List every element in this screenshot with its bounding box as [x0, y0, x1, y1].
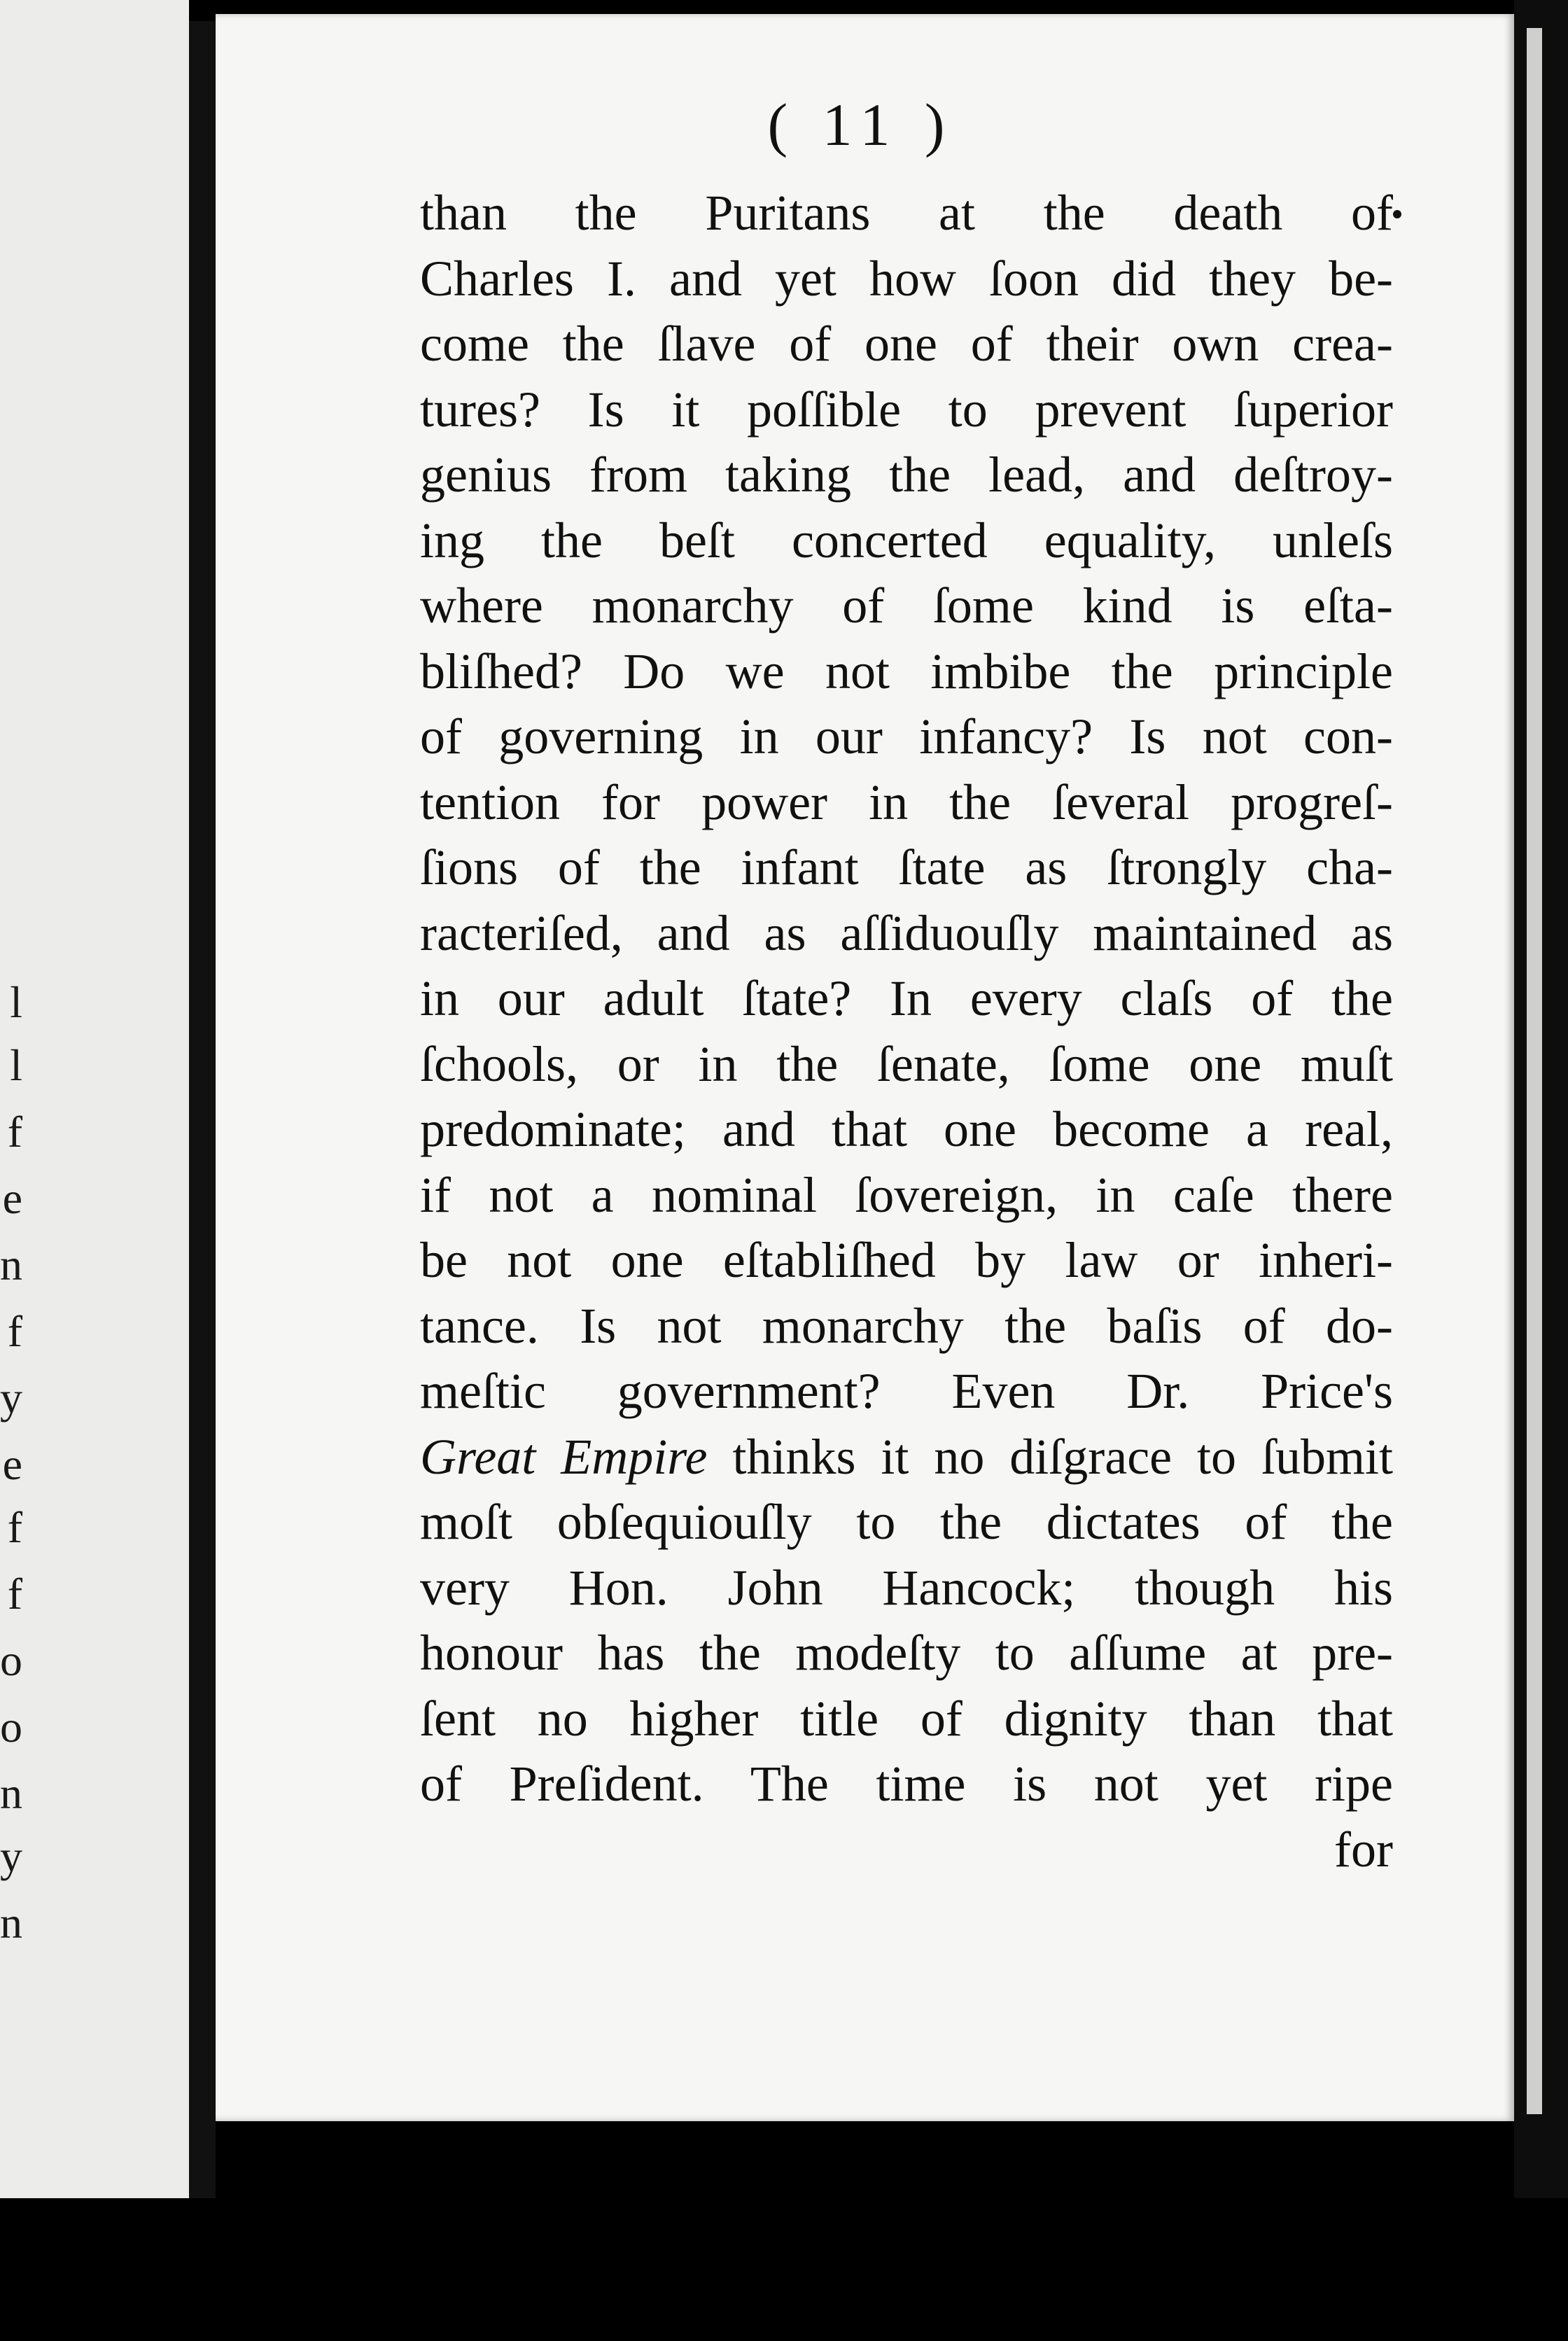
text-line: racteriſed, and as aſſiduouſly maintained as: [420, 904, 1393, 961]
text-line: ſions of the infant ſtate as ſtrongly cha-: [420, 839, 1393, 895]
margin-fragment: f: [7, 1502, 22, 1552]
text-line: where monarchy of ſome kind is eſta-: [420, 578, 1393, 634]
text-line: be not one eſtabliſhed by law or inheri-: [420, 1232, 1393, 1288]
text-line: predominate; and that one become a real,: [420, 1101, 1393, 1157]
margin-fragment: e: [2, 1439, 22, 1489]
text-line: in our adult ſtate? In every claſs of the: [420, 970, 1393, 1026]
margin-fragment: l: [10, 977, 22, 1027]
text-line: very Hon. John Hancock; though his: [420, 1559, 1393, 1616]
text-line: tance. Is not monarchy the baſis of do-: [420, 1297, 1393, 1354]
text-line: of governing in our infancy? Is not con-: [420, 708, 1393, 764]
margin-fragment: n: [0, 1240, 22, 1290]
body-text: [420, 181, 1393, 1882]
page-number: ( 11 ): [767, 91, 955, 158]
margin-fragment: f: [7, 1107, 22, 1156]
margin-fragment: e: [2, 1173, 22, 1223]
margin-fragment: f: [7, 1569, 22, 1619]
text-line: meſtic government? Even Dr. Price's: [420, 1363, 1393, 1419]
page-edge-strip: [1527, 28, 1542, 2114]
text-line: come the ſlave of one of their own crea-: [420, 316, 1393, 372]
catchword: for: [1334, 1821, 1393, 1878]
ink-speck: [1393, 210, 1401, 218]
text-line: ing the beſt concerted equality, unleſs: [420, 512, 1393, 568]
scan-bottom-border: [0, 2198, 1568, 2341]
text-line: Charles I. and yet how ſoon did they be-: [420, 250, 1393, 307]
margin-fragment: y: [0, 1831, 22, 1881]
margin-fragment: o: [0, 1702, 22, 1752]
italic-title: Great Empire: [420, 1428, 708, 1485]
left-margin-fragments: [0, 0, 189, 2341]
margin-fragment: n: [0, 1768, 22, 1818]
text-line: ſent no higher title of dignity than that: [420, 1690, 1393, 1747]
right-page-edge: [1514, 0, 1568, 2341]
text-line: of Preſident. The time is not yet ripe: [420, 1756, 1393, 1812]
text-line: moſt obſequiouſly to the dictates of the: [420, 1494, 1393, 1550]
margin-fragment: o: [0, 1635, 22, 1685]
text-line-italic: [420, 1425, 1393, 1490]
margin-fragment: n: [0, 1898, 22, 1948]
text-line: bliſhed? Do we not imbibe the principle: [420, 643, 1393, 699]
text-line: tention for power in the ſeveral progreſ-: [420, 774, 1393, 830]
margin-fragment: y: [0, 1373, 22, 1423]
text-line: than the Puritans at the death of: [420, 185, 1393, 241]
text-line: if not a nominal ſovereign, in caſe there: [420, 1166, 1393, 1223]
text-line-rest: thinks it no diſgrace to ſubmit: [707, 1428, 1393, 1485]
text-line: honour has the modeſty to aſſume at pre-: [420, 1625, 1393, 1681]
text-line: genius from taking the lead, and deſtroy-: [420, 447, 1393, 503]
text-line: ſchools, or in the ſenate, ſome one muſt: [420, 1035, 1393, 1092]
margin-fragment: f: [7, 1306, 22, 1356]
text-line: tures? Is it poſſible to prevent ſuperior: [420, 381, 1393, 438]
margin-fragment: l: [10, 1040, 22, 1090]
left-page-edge: [0, 0, 189, 2341]
book-gutter: [189, 21, 216, 2341]
